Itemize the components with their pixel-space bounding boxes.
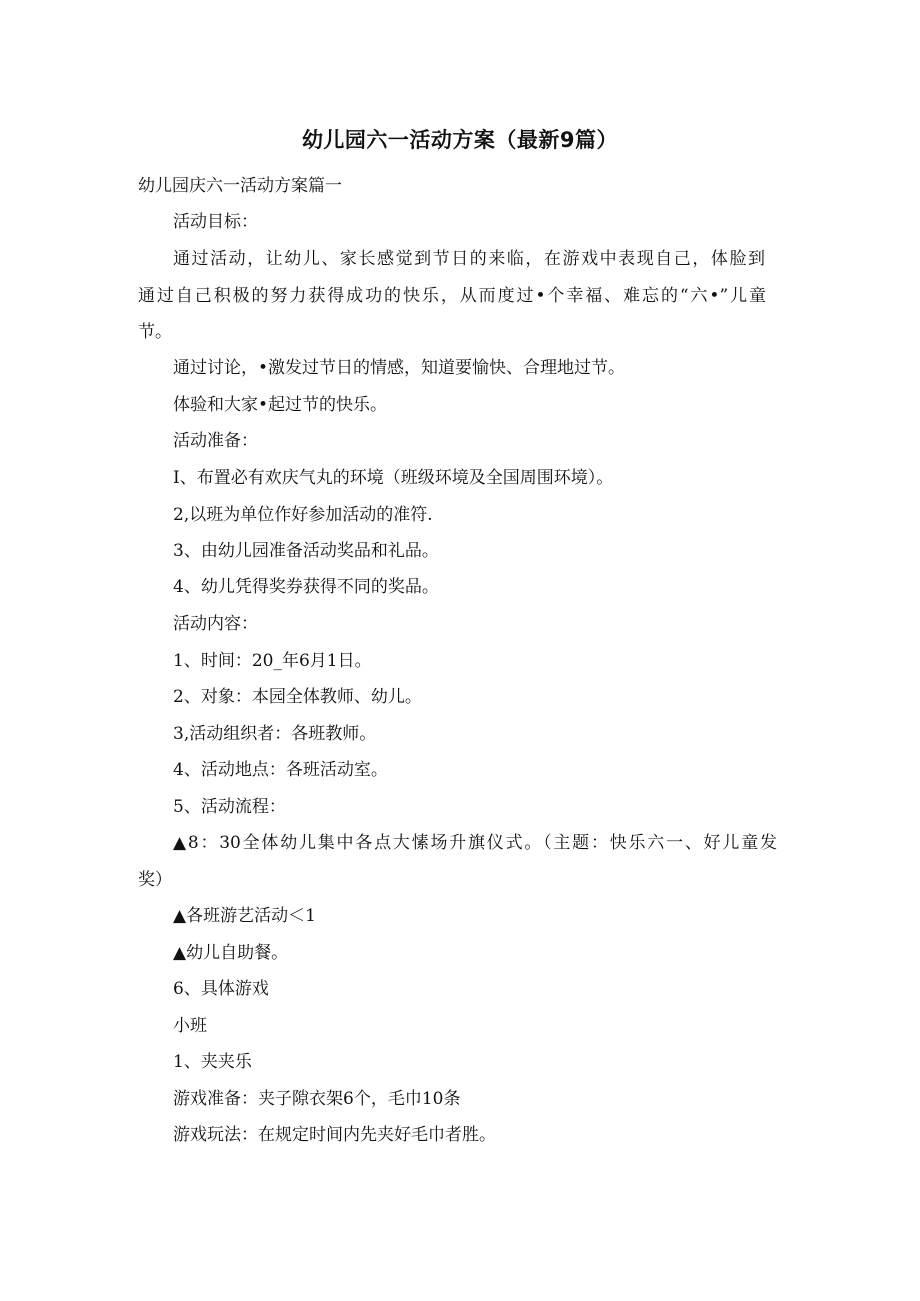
paragraph-line: I、布置必有欢庆气丸的环境（班级环境及全国周围环境）。 [173,468,614,488]
paragraph-line: 1、夹夹乐 [173,1052,252,1072]
paragraph-line: 奖） [138,870,172,890]
paragraph-line: 体验和大家•起过节的快乐。 [173,395,388,415]
paragraph-line: 游戏玩法：在规定时间内先夹好毛巾者胜。 [173,1125,496,1145]
paragraph-line: 小班 [173,1016,207,1036]
document-title: 幼儿园六一活动方案（最新9篇） [301,128,619,152]
paragraph-line: 游戏准备：夹子隙衣架6个，毛巾10条 [173,1089,461,1109]
paragraph-line: 通过讨论，•激发过节日的情感，知道要愉快、合理地过节。 [173,358,626,378]
paragraph-line: 2、对象：本园全体教师、幼儿。 [173,687,422,707]
paragraph-line: 3、由幼儿园准备活动奖品和礼品。 [173,541,439,561]
paragraph-line: 通过活动，让幼儿、家长感觉到节日的来临，在游戏中表现自己，体脸到 [173,249,765,269]
paragraph-line: ▲8：30全体幼儿集中各点大愫场升旗仪式。（主题：快乐六一、好儿童发 [173,833,777,853]
paragraph-line: ▲各班游艺活动＜1 [173,906,316,926]
paragraph-line: 通过自己积极的努力获得成功的快乐，从而度过•个幸福、难忘的“六•”儿童 [138,286,766,306]
paragraph-line: 5、活动流程： [173,797,286,817]
paragraph-line: 活动准备： [173,431,258,451]
paragraph-line: 活动内容： [173,614,258,634]
paragraph-line: 1、时间：20_年6月1日。 [173,651,372,671]
paragraph-line: 节。 [138,322,172,342]
paragraph-line: 活动目标： [173,212,258,232]
paragraph-line: 3,活动组织者：各班教师。 [173,724,377,744]
paragraph-line: 4、活动地点：各班活动室。 [173,760,388,780]
paragraph-line: ▲幼儿自助餐。 [173,943,289,963]
section-heading: 幼儿园庆六一活动方案篇一 [138,176,342,196]
paragraph-line: 6、具体游戏 [173,979,269,999]
paragraph-line: 4、幼儿凭得奖券获得不同的奖品。 [173,577,439,597]
paragraph-line: 2,以班为单位作好参加活动的准符. [173,505,433,525]
